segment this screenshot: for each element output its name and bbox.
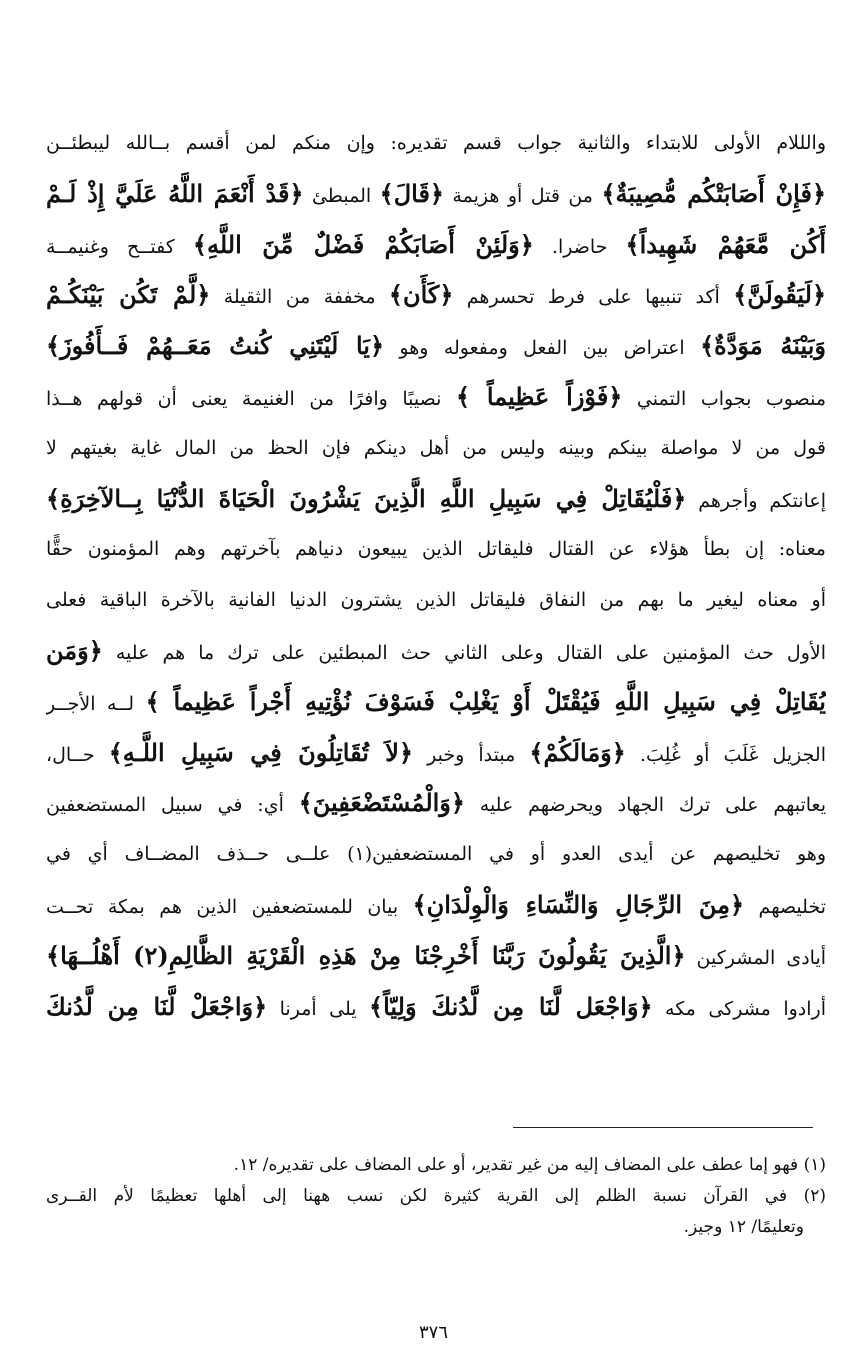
text-line — [46, 677, 826, 728]
commentary-text: الأول حث المؤمنين على القتال وعلى الثاني حث المبطئين على ترك ما هم عليه — [102, 641, 826, 664]
quran-quote: ﴿فَلْيُقَاتِلْ فِي سَبِيلِ اللَّهِ الَّذِينَ يَشْرُونَ الْحَيَاةَ الدُّنْيَا بِــالآخِرَةِ﴾ — [46, 483, 687, 513]
quran-quote: ﴿لَّمْ تَكُن بَيْنَكُـمْ — [46, 280, 211, 310]
quran-quote: ﴿وَاجْعَلْ لَّنَا مِن لَّدُنكَ — [46, 991, 268, 1021]
footnote-2: (٢) في القرآن نسبة الظلم إلى القرية كثيرة لكن نسب ههنا إلى أهلها تعظيمًا لأم القــرى — [46, 1186, 826, 1206]
commentary-text: معناه: إن بطأ هؤلاء عن القتال فليقاتل الذين يبيعون دنياهم بآخرتهم وهم المؤمنون حقًّا — [46, 538, 826, 561]
quran-quote: ﴿الَّذِينَ يَقُولُونَ رَبَّنَا أَخْرِجْنَا مِنْ هَذِهِ الْقَرْيَةِ الظَّالِمِ(٢) أَهْلُــهَا﴾ — [46, 940, 686, 970]
commentary-text: من قتل أو هزيمة — [443, 184, 602, 207]
commentary-text: قول من لا مواصلة بينكم وبينه وليس من أهل دينكم فإن الحظ من المال غاية بغيتهم لا — [46, 436, 826, 459]
text-line — [46, 220, 826, 271]
quran-quote: يُقَاتِلْ فِي سَبِيلِ اللَّهِ فَيُقْتَلْ أَوْ يَغْلِبْ فَسَوْفَ نُؤْتِيهِ أَجْراً عَظِيماً ﴾ — [145, 686, 826, 716]
quran-quote: ﴿وَمَن — [46, 635, 103, 665]
commentary-text: كفتــح وغنيمــة — [46, 235, 193, 258]
text-line — [46, 474, 826, 525]
commentary-text: منصوب بجواب التمني — [622, 387, 826, 410]
commentary-text: أي: في سبيل المستضعفين — [46, 794, 299, 817]
commentary-text: المبطئ — [303, 184, 380, 207]
quran-quote: ﴿فَإِنْ أَصَابَتْكُم مُّصِيبَةٌ﴾ — [601, 178, 826, 208]
commentary-text: الجزيل غَلَبَ أو غُلِبَ. — [625, 743, 826, 766]
quran-quote: ﴿لَيَقُولَنَّ﴾ — [733, 280, 826, 310]
text-line — [46, 270, 826, 321]
commentary-text: يلى أمرنا — [267, 997, 370, 1020]
quran-quote: ﴿وَالْمُسْتَضْعَفِينَ﴾ — [298, 788, 465, 818]
text-line — [46, 778, 826, 829]
quran-quote: ﴿وَمَالَكُمْ﴾ — [529, 737, 626, 767]
commentary-text: أو معناه ليغير ما بهم من النفاق فليقاتل الذين يشترون الدنيا الفانية بالآخرة الباقية فعلى — [46, 589, 826, 612]
main-text — [46, 118, 826, 1032]
text-line — [46, 321, 826, 372]
text-line — [46, 982, 826, 1033]
quran-quote: ﴿لاَ تُقَاتِلُونَ فِي سَبِيلِ اللَّـهِ﴾ — [108, 737, 414, 767]
quran-quote: ﴿كَأَن﴾ — [388, 280, 454, 310]
quran-quote: ﴿قَدْ أَنْعَمَ اللَّهُ عَلَيَّ إِذْ لَـمْ — [46, 178, 304, 208]
text-line — [46, 575, 826, 626]
text-line — [46, 524, 826, 575]
text-line — [46, 728, 826, 779]
commentary-text: والللام الأولى للابتداء والثانية جواب قسم تقديره: وإن منكم لمن أقسم بــالله ليبطئــن — [46, 132, 826, 154]
text-line — [46, 626, 826, 677]
quran-quote: ﴿وَلَئِنْ أَصَابَكُمْ فَضْلٌ مِّنَ اللَّهِ﴾ — [192, 229, 534, 259]
text-line — [46, 829, 826, 880]
commentary-text: نصيبًا وافرًا من الغنيمة يعنى أن قولهم هــذا — [46, 387, 456, 410]
quran-quote: أَكُن مَّعَهُمْ شَهِيداً﴾ — [625, 229, 826, 259]
commentary-text: أرادوا مشركى مكه — [652, 997, 826, 1020]
footnote-2-continuation: وتعليمًا/ ١٢ وجيز. — [683, 1217, 804, 1237]
text-line — [46, 880, 826, 931]
commentary-text: مخففة من الثقيلة — [210, 286, 389, 309]
commentary-text: تخليصهم — [744, 895, 826, 918]
text-line — [46, 372, 826, 423]
commentary-text: اعتراض بين الفعل ومفعوله وهو — [384, 337, 701, 360]
footnote-separator — [513, 1127, 813, 1128]
commentary-text: مبتدأ وخبر — [413, 743, 530, 766]
commentary-text: يعاتبهم على ترك الجهاد ويحرضهم عليه — [464, 794, 826, 817]
quran-quote: ﴿وَاجْعَل لَّنَا مِن لَّدُنكَ وَلِيّاً﴾ — [369, 991, 653, 1021]
page-number: ٣٧٦ — [418, 1322, 448, 1343]
text-line — [46, 169, 826, 220]
quran-quote: ﴿يَا لَيْتَنِي كُنتُ مَعَــهُمْ فَــأَفُوزَ﴾ — [46, 331, 385, 361]
text-line — [46, 423, 826, 474]
footnote-1: (١) فهو إما عطف على المضاف إليه من غير تقدير، أو على المضاف على تقديره/ ١٢. — [233, 1155, 826, 1175]
commentary-text: حــال، — [46, 743, 109, 766]
quran-quote: ﴿قَالَ﴾ — [379, 178, 444, 208]
commentary-text: إعانتكم وأجرهم — [686, 489, 826, 512]
text-line — [46, 118, 826, 169]
quran-quote: ﴿مِنَ الرِّجَالِ وَالنِّسَاءِ وَالْوِلْدَانِ﴾ — [412, 889, 745, 919]
text-line — [46, 931, 826, 982]
commentary-text: أكد تنبيها على فرط تحسرهم — [453, 286, 734, 309]
quran-quote: وَبَيْنَهُ مَوَدَّةٌ﴾ — [700, 331, 826, 361]
quran-quote: ﴿فَوْزاً عَظِيماً ﴾ — [455, 381, 623, 411]
commentary-text: وهو تخليصهم عن أيدى العدو أو في المستضعفين(١) علــى حــذف المضــاف أي في — [46, 843, 826, 866]
commentary-text: لــه الأجــر — [46, 692, 146, 715]
commentary-text: حاضرا. — [533, 235, 626, 258]
commentary-text: بيان للمستضعفين الذين هم بمكة تحــت — [46, 895, 413, 918]
commentary-text: أيادى المشركين — [685, 946, 826, 969]
footnotes — [46, 1150, 826, 1243]
